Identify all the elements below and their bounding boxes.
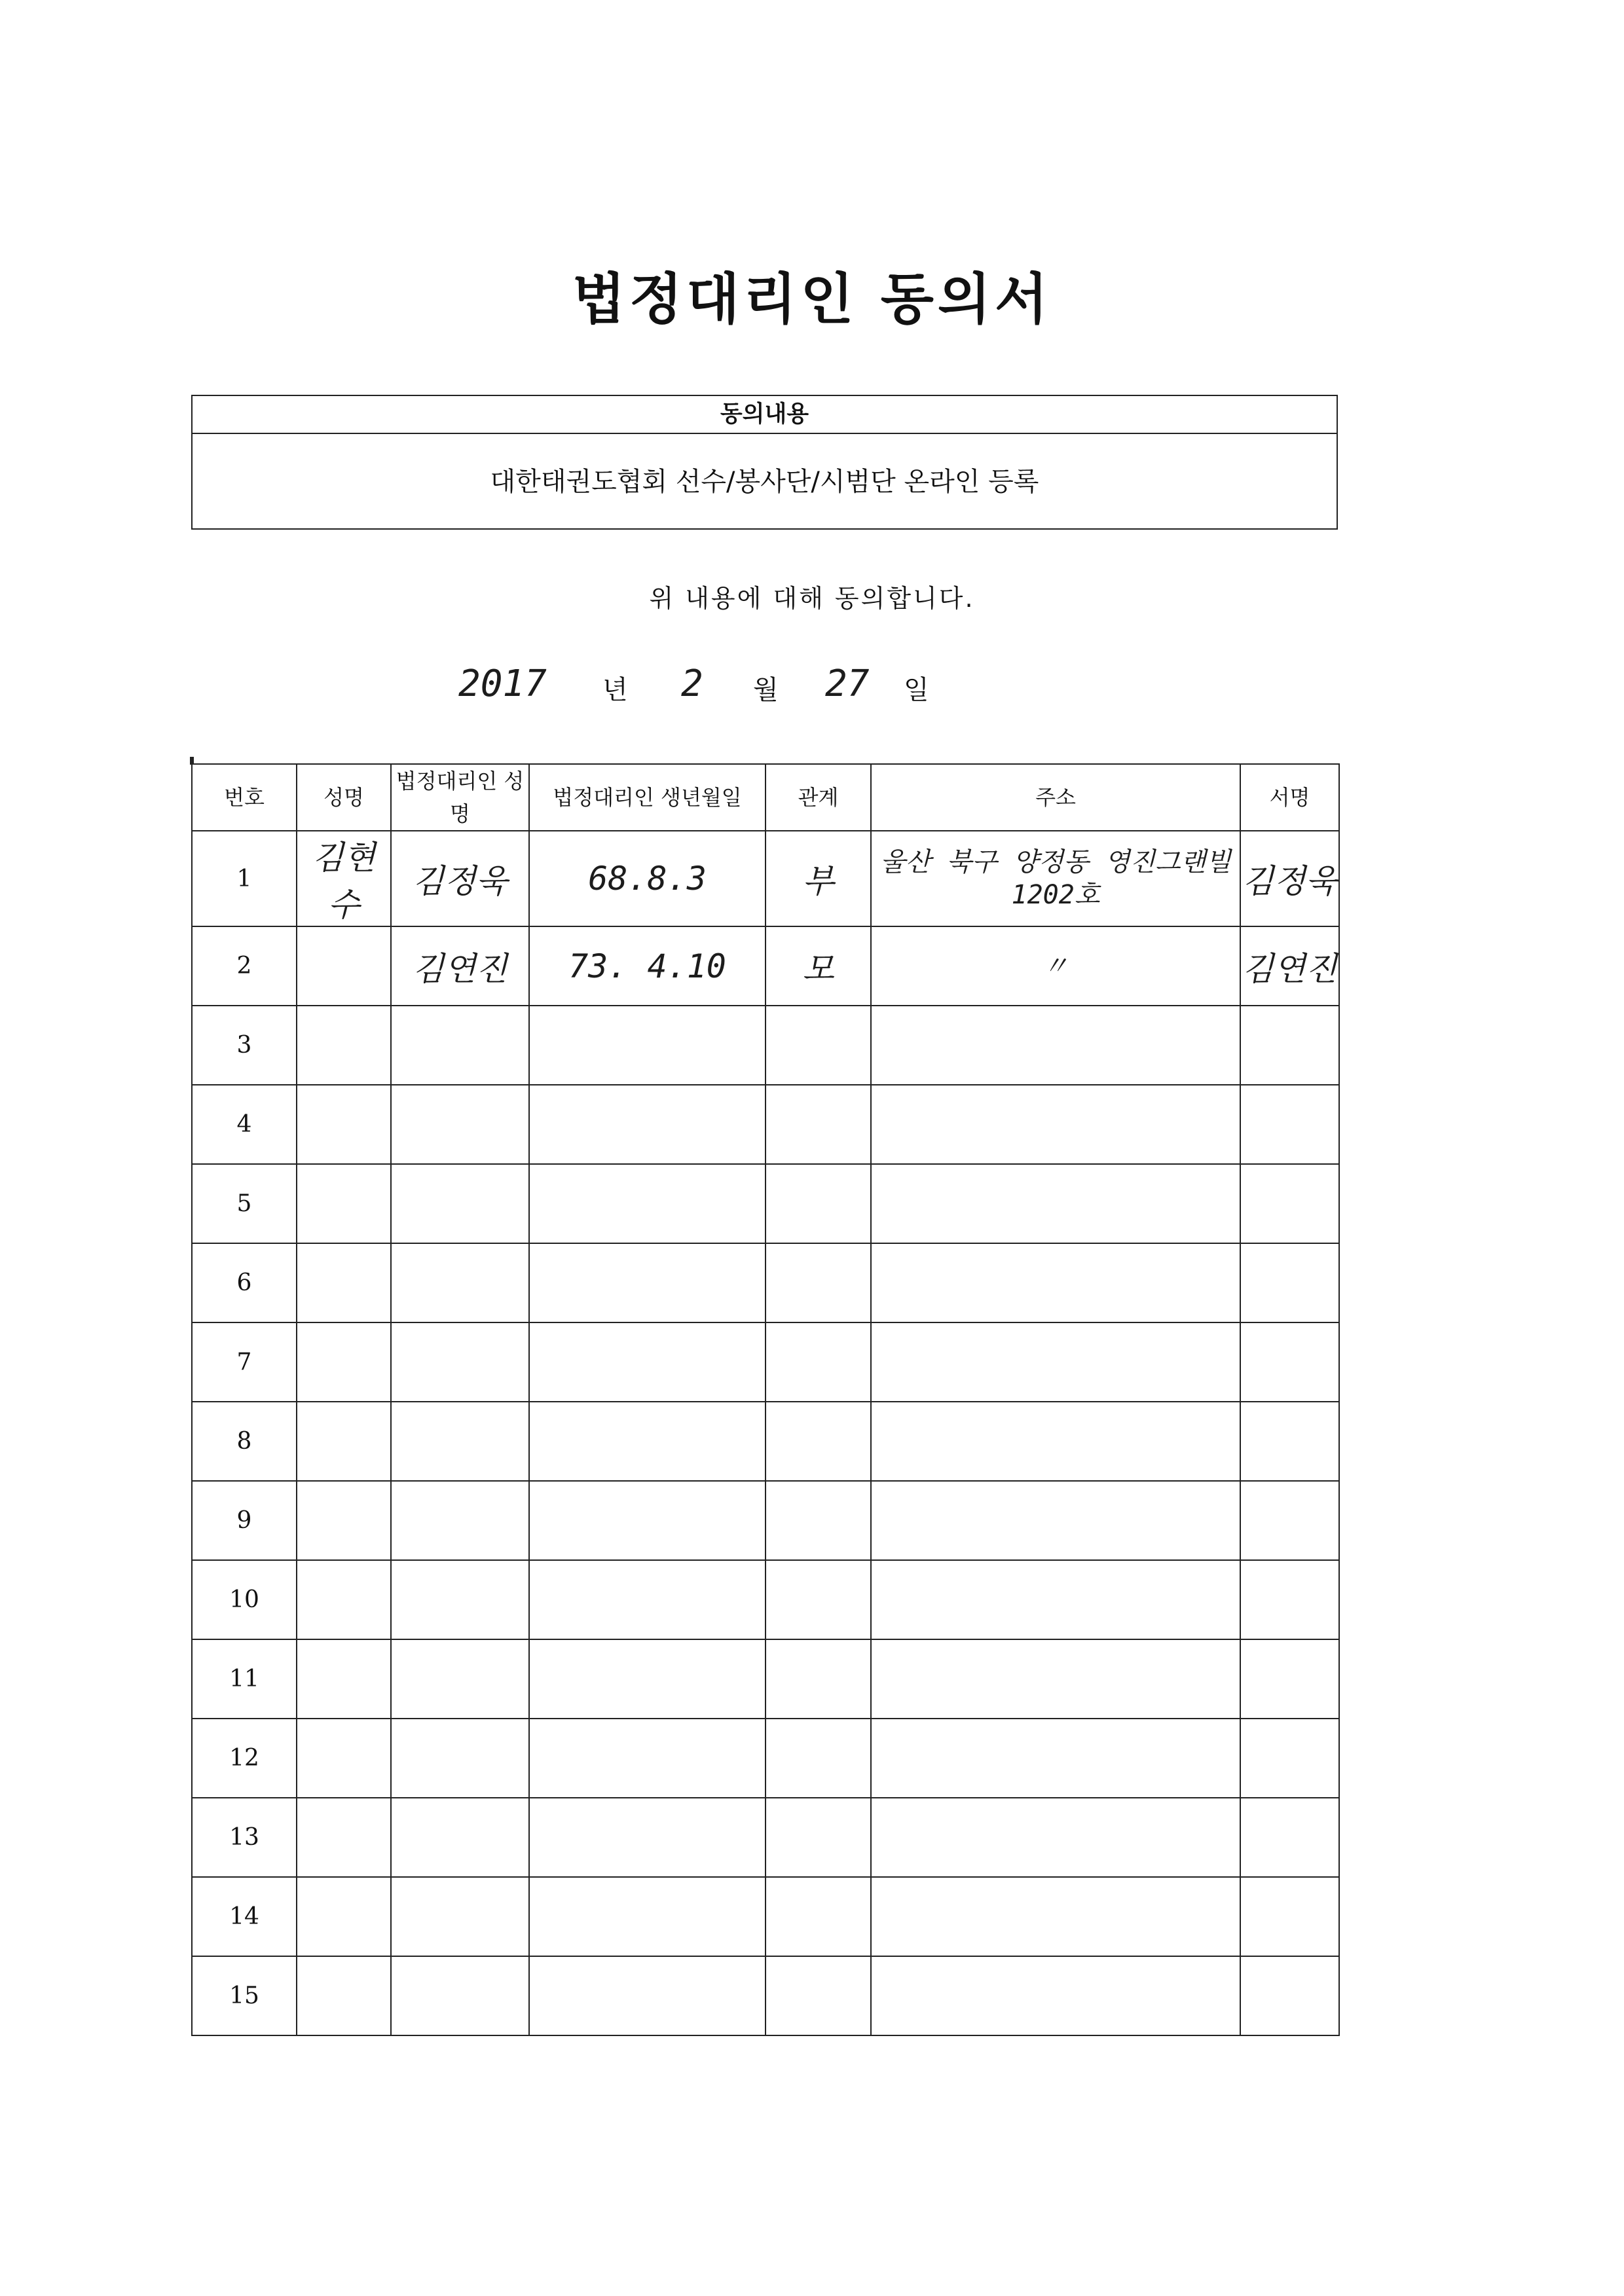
guardian-registration-table [191,763,1340,2036]
cell-name[interactable] [297,1956,391,2035]
cell-address[interactable] [871,1322,1240,1402]
cell-signature[interactable]: 김연진 [1240,926,1339,1006]
cell-relation[interactable] [766,1956,871,2035]
table-row [192,1164,1339,1243]
cell-name[interactable] [297,1798,391,1877]
cell-name[interactable] [297,1085,391,1164]
cell-name[interactable] [297,1402,391,1481]
cell-guardian-name[interactable] [391,1639,529,1719]
table-row [192,1322,1339,1402]
cell-no: 6 [192,1243,297,1322]
agreement-statement: 위 내용에 대해 동의합니다. [649,584,975,613]
cell-guardian-birth[interactable] [529,1006,766,1085]
cell-no: 11 [192,1639,297,1719]
cell-guardian-birth[interactable] [529,1402,766,1481]
header-name: 성명 [297,764,391,831]
cell-name[interactable] [297,1560,391,1639]
header-relation: 관계 [766,764,871,831]
consent-heading: 동의내용 [193,396,1337,434]
date-month[interactable]: 2 [681,663,703,705]
cell-guardian-name[interactable]: 김연진 [391,926,529,1006]
table-row [192,1402,1339,1481]
cell-relation[interactable] [766,1639,871,1719]
date-day[interactable]: 27 [825,663,870,705]
cell-relation[interactable] [766,1085,871,1164]
cell-guardian-birth[interactable] [529,1243,766,1322]
cell-guardian-birth[interactable] [529,1798,766,1877]
cell-guardian-name[interactable] [391,1798,529,1877]
table-row [192,831,1339,926]
cell-signature[interactable] [1240,1560,1339,1639]
table-row [192,1481,1339,1560]
cell-guardian-name[interactable] [391,1560,529,1639]
cell-no: 7 [192,1322,297,1402]
cell-name[interactable]: 김현수 [297,831,391,926]
cell-guardian-birth[interactable] [529,1085,766,1164]
cell-signature[interactable] [1240,1243,1339,1322]
cell-address[interactable] [871,1719,1240,1798]
cell-address[interactable]: 울산 북구 양정동 영진그랜빌 1202호 [871,831,1240,926]
cell-no: 12 [192,1719,297,1798]
cell-address[interactable] [871,1402,1240,1481]
header-no: 번호 [192,764,297,831]
table-row [192,1243,1339,1322]
table-row [192,926,1339,1006]
cell-signature[interactable] [1240,1639,1339,1719]
consent-box [191,395,1338,530]
cell-address[interactable] [871,1164,1240,1243]
cell-guardian-name[interactable] [391,1164,529,1243]
cell-signature[interactable] [1240,1798,1339,1877]
cell-name[interactable] [297,1322,391,1402]
cell-guardian-name[interactable] [391,1322,529,1402]
cell-address[interactable] [871,1085,1240,1164]
cell-no: 13 [192,1798,297,1877]
cell-guardian-birth[interactable] [529,1877,766,1956]
header-signature: 서명 [1240,764,1339,831]
cell-name[interactable] [297,1164,391,1243]
cell-signature[interactable] [1240,1877,1339,1956]
cell-guardian-birth[interactable] [529,1956,766,2035]
header-guardian-name: 법정대리인 성명 [391,764,529,831]
cell-name[interactable] [297,1639,391,1719]
cell-guardian-name[interactable] [391,1719,529,1798]
cell-address[interactable] [871,1798,1240,1877]
table-row [192,1877,1339,1956]
cell-guardian-birth[interactable]: 73. 4.10 [529,926,766,1006]
cell-address[interactable]: 〃 [871,926,1240,1006]
cell-guardian-name[interactable] [391,1956,529,2035]
cell-relation[interactable]: 모 [766,926,871,1006]
cell-guardian-name[interactable] [391,1006,529,1085]
cell-guardian-name[interactable] [391,1243,529,1322]
cell-guardian-birth[interactable] [529,1164,766,1243]
document-title: 법정대리인 동의서 [572,267,1052,331]
cell-relation[interactable] [766,1322,871,1402]
table-row [192,1719,1339,1798]
cell-no: 3 [192,1006,297,1085]
cell-signature[interactable] [1240,1322,1339,1402]
cell-name[interactable] [297,1006,391,1085]
cell-relation[interactable] [766,1719,871,1798]
date-month-unit: 월 [753,675,779,705]
cell-no: 15 [192,1956,297,2035]
cell-address[interactable] [871,1560,1240,1639]
cell-address[interactable] [871,1481,1240,1560]
cell-guardian-name[interactable] [391,1481,529,1560]
cell-relation[interactable] [766,1481,871,1560]
cell-no: 2 [192,926,297,1006]
cell-relation[interactable]: 부 [766,831,871,926]
date-line [0,655,1624,714]
cell-relation[interactable] [766,1243,871,1322]
cell-address[interactable] [871,1243,1240,1322]
cell-no: 8 [192,1402,297,1481]
cell-relation[interactable] [766,1402,871,1481]
cell-no: 9 [192,1481,297,1560]
table-header-row [192,764,1339,831]
cell-guardian-name[interactable]: 김정욱 [391,831,529,926]
cell-signature[interactable]: 김정욱 [1240,831,1339,926]
cell-guardian-birth[interactable] [529,1719,766,1798]
cell-signature[interactable] [1240,1164,1339,1243]
cell-guardian-name[interactable] [391,1085,529,1164]
date-year-unit: 년 [602,675,628,705]
cell-relation[interactable] [766,1006,871,1085]
cell-relation[interactable] [766,1798,871,1877]
cell-address[interactable] [871,1639,1240,1719]
cell-name[interactable] [297,1481,391,1560]
table-row [192,1006,1339,1085]
table-row [192,1085,1339,1164]
cell-signature[interactable] [1240,1481,1339,1560]
cell-guardian-name[interactable] [391,1402,529,1481]
cell-guardian-birth[interactable] [529,1481,766,1560]
cell-no: 10 [192,1560,297,1639]
table-row [192,1560,1339,1639]
cell-name[interactable] [297,1877,391,1956]
header-address: 주소 [871,764,1240,831]
cell-no: 1 [192,831,297,926]
cell-guardian-birth[interactable]: 68.8.3 [529,831,766,926]
cell-name[interactable] [297,1719,391,1798]
cell-relation[interactable] [766,1560,871,1639]
cell-relation[interactable] [766,1877,871,1956]
header-guardian-birth: 법정대리인 생년월일 [529,764,766,831]
cell-guardian-birth[interactable] [529,1639,766,1719]
cell-address[interactable] [871,1877,1240,1956]
cell-address[interactable] [871,1956,1240,2035]
cell-guardian-birth[interactable] [529,1322,766,1402]
cell-guardian-birth[interactable] [529,1560,766,1639]
consent-content: 대한태권도협회 선수/봉사단/시범단 온라인 등록 [490,467,1039,497]
cell-signature[interactable] [1240,1085,1339,1164]
date-day-unit: 일 [904,675,929,705]
cell-name[interactable] [297,1243,391,1322]
cell-signature[interactable] [1240,1006,1339,1085]
table-row [192,1956,1339,2035]
cell-guardian-name[interactable] [391,1877,529,1956]
cell-no: 4 [192,1085,297,1164]
table-row [192,1639,1339,1719]
cell-signature[interactable] [1240,1719,1339,1798]
table-row [192,1798,1339,1877]
cell-no: 14 [192,1877,297,1956]
cell-signature[interactable] [1240,1956,1339,2035]
cell-signature[interactable] [1240,1402,1339,1481]
cell-name[interactable] [297,926,391,1006]
cell-address[interactable] [871,1006,1240,1085]
date-year[interactable]: 2017 [458,663,547,705]
cell-no: 5 [192,1164,297,1243]
cell-relation[interactable] [766,1164,871,1243]
